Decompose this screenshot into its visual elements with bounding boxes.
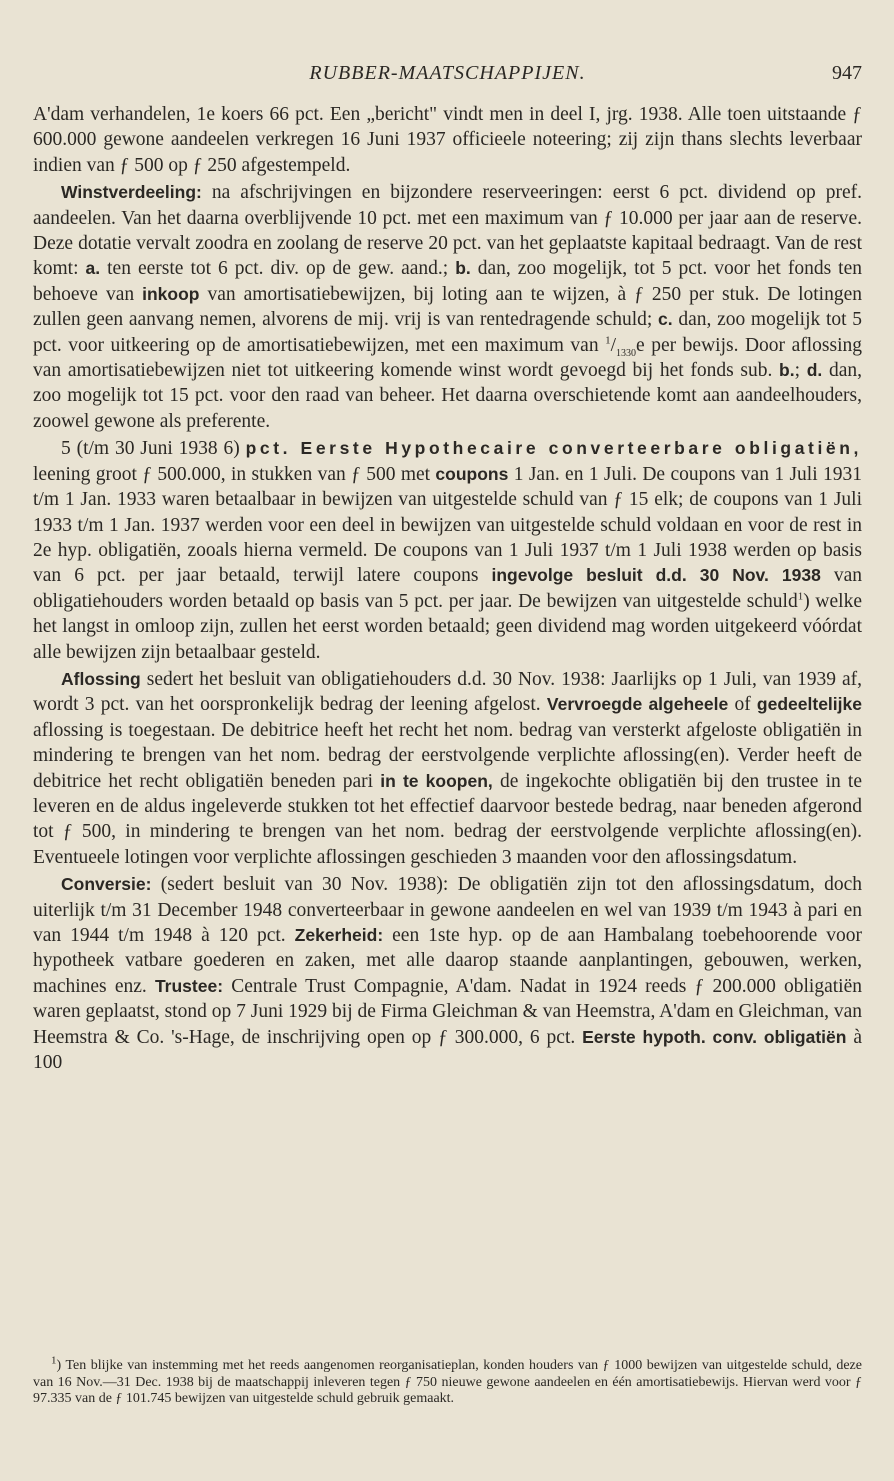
paragraph-obligaties: 5 (t/m 30 Juni 1938 6) pct. Eerste Hypothecaire converteerbare obligatiën, leening groot ƒ 500.000, in stukken van ƒ 500 met coupons 1 Jan. en 1 Juli. De coupons van 1 Juli 1931 t/m 1 Jan. 1933 waren betaalbaar in bewijzen van uitgestelde schuld van ƒ 15 elk; de coupons van 1 Juli 1933 t/m 1 Jan. 1937 werden voor een deel in bewijzen van uitgestelde schuld voldaan en voor de rest in 2e hyp. obligatiën, zooals hierna vermeld. De coupons van 1 Juli 1937 t/m 1 Juli 1938 werden op basis van 6 pct. per jaar betaald, terwijl latere coupons ingevolge besluit d.d. 30 Nov. 1938 van obligatiehouders worden betaald op basis van 5 pct. per jaar. De bewijzen van uitgestelde schuld$^1$) welke het langst in omloop zijn, zullen het eerst worden betaald; geen dividend mag worden uitgekeerd vóórdat alle bewijzen zijn betaalbaar gesteld. xyxy=(33,438,863,663)
paragraph-aflossing: Aflossing sedert het besluit van obligatiehouders d.d. 30 Nov. 1938: Jaarlijks op 1 Juli, van 1939 af, wordt 3 pct. van het oorspronkelijk bedrag der leening afgelost. Vervroegde algeheele of gedeeltelijke aflossing is toegestaan. De debitrice heeft het recht het nom. bedrag van versterkt afgeloste obligatiën in mindering te brengen van het nom. bedrag der eerstvolgende verplichte aflossing(en). Verder heeft de debitrice het recht obligatiën beneden pari in te koopen, de ingekochte obligatiën bij den trustee in te leveren en de aldus ingeleverde stukken tot het effectief daarvoor bestede bedrag, naar beneden afgerond tot ƒ 500, in mindering te brengen van het nom. bedrag der eerstvolgende verplichte aflossing(en). Eventueele lotingen voor verplichte aflossingen geschieden 3 maanden voor den aflossingsdatum. xyxy=(33,668,862,868)
heading-winstverdeeling: Winstverdeeling: xyxy=(61,182,202,203)
heading-aflossing: Aflossing xyxy=(61,668,141,689)
paragraph-conversie: Conversie: (sedert besluit van 30 Nov. 1938): De obligatiën zijn tot den aflossingsdatum, doch uiterlijk t/m 31 December 1948 converteerbaar in gewone aandeelen en wel van 1939 t/m 1943 à pari en van 1944 t/m 1948 à 120 pct. Zekerheid: een 1ste hyp. op de aan Hambalang toebehoorende voor hypotheek vatbare goederen en zaken, met alle daarop staande aanplantingen, gebouwen, werken, machines enz. Trustee: Centrale Trust Compagnie, A'dam. Nadat in 1924 reeds ƒ 200.000 obligatiën waren geplaatst, stond op 7 Juni 1929 bij de Firma Gleichman & van Heemstra, A'dam en Gleichman, van Heemstra & Co. 's-Hage, de inschrijving open op ƒ 300.000, 6 pct. Eerste hypoth. conv. obligatiën à 100 xyxy=(33,874,863,1074)
heading-obligaties: pct. Eerste Hypothecaire converteerbare obligatiën, xyxy=(245,438,863,459)
running-header xyxy=(33,62,862,92)
paragraph-winstverdeeling: Winstverdeeling: na afschrijvingen en bijzondere reserveeringen: eerst 6 pct. dividend op pref. aandeelen. Van het daarna overblijvende 10 pct. met een maximum van ƒ 10.000 per jaar aan de reserve. Deze dotatie vervalt zoodra en zoolang de reserve 20 pct. van het geplaatste kapitaal bedraagt. Van de rest komt: a. ten eerste tot 6 pct. div. op de gew. aand.; b. dan, zoo mogelijk, tot 5 pct. voor het fonds ten behoeve van inkoop van amortisatiebewijzen, bij loting aan te wijzen, à ƒ 250 per stuk. De lotingen zullen geen aanvang nemen, alvorens de mij. vrij is van rentedragende schuld; c. dan, zoo mogelijk tot 5 pct. voor uitkeering op de amortisatiebewijzen, met een maximum van $^1/_{1330}e$ per bewijs. Door aflossing van amortisatiebewijzen niet tot uitkeering komende winst wordt gevoegd bij het fonds sub. b.; d. dan, zoo mogelijk tot 15 pct. voor den raad van beheer. Het daarna overschietende komt aan aandeelhouders, zoowel gewone als preferente. xyxy=(33,182,862,432)
heading-conversie: Conversie: xyxy=(61,874,152,895)
main-text xyxy=(33,102,862,1075)
paragraph-listing: A'dam verhandelen, 1e koers 66 pct. Een „bericht" vindt men in deel I, jrg. 1938. Alle toen uitstaande ƒ 600.000 gewone aandeelen verkregen 16 Juni 1937 officieele noteering; zij zijn thans slechts leverbaar indien van ƒ 500 op ƒ 250 afgestempeld. xyxy=(33,104,862,176)
footnote: $^1$) Ten blijke van instemming met het reeds aangenomen reorganisatieplan, konden houders van ƒ 1000 bewijzen van uitgestelde schuld, deze van 16 Nov.—31 Dec. 1938 bij de maatschappij inleveren tegen ƒ 750 nieuwe gewone aandeelen en één amortisatiebewijs. Hiervan werd voor ƒ 97.335 van de ƒ 101.745 bewijzen van uitgestelde schuld gebruik gemaakt. xyxy=(33,1354,862,1407)
page-number: 947 xyxy=(832,62,862,84)
footnote-ref: 1 xyxy=(797,590,804,603)
footnotes xyxy=(33,1354,862,1408)
running-title: RUBBER-MAATSCHAPPIJEN. xyxy=(309,62,586,84)
